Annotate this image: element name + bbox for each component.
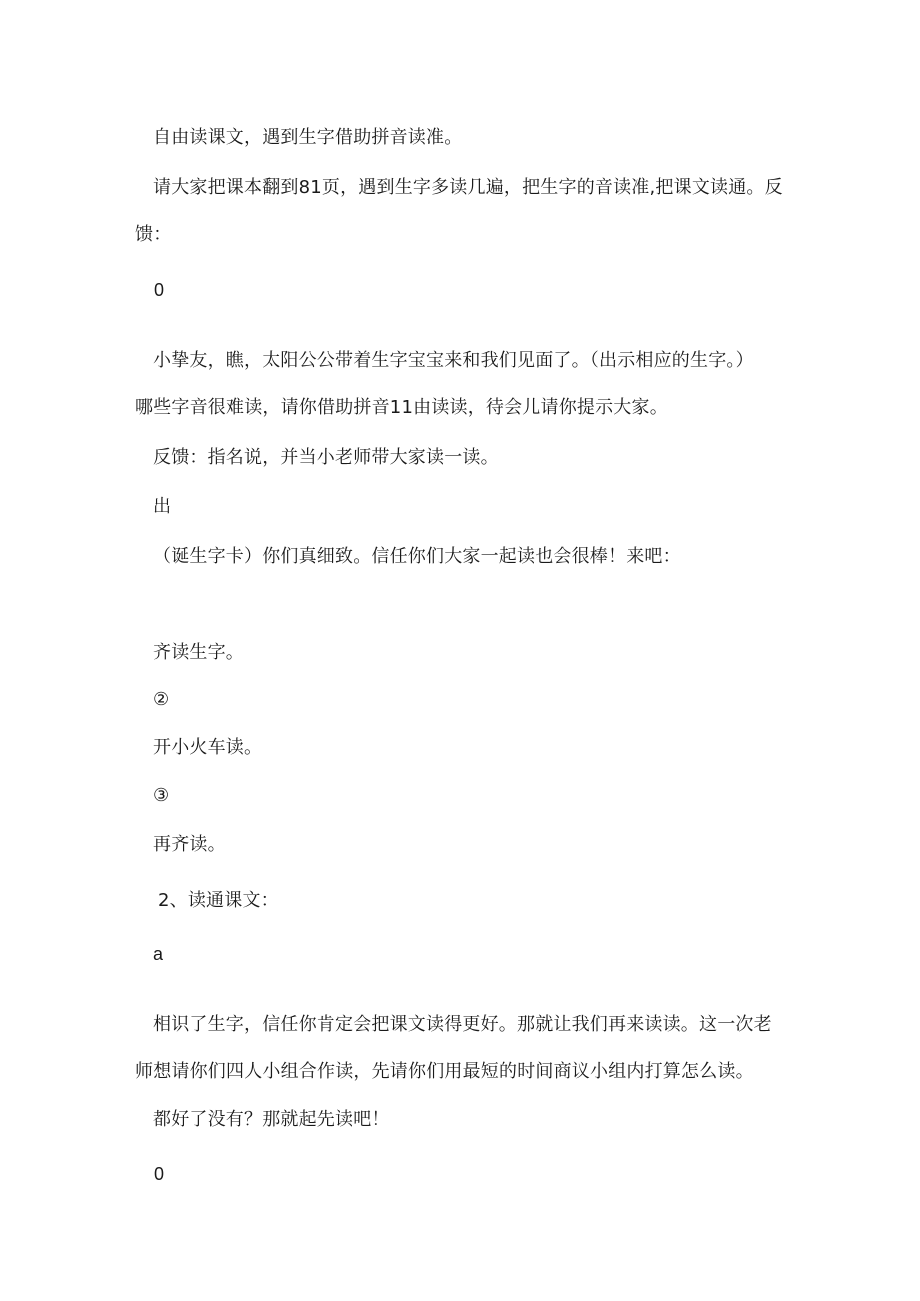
section-heading-read-text: 2、读通课文： [158, 890, 279, 911]
list-marker-2: ② [153, 689, 170, 710]
paragraph-word-cards: （诞生字卡）你们真细致。信任你们大家一起读也会很棒！来吧： [153, 546, 681, 567]
paragraph-start-reading: 都好了没有？那就起先读吧！ [153, 1109, 390, 1130]
paragraph-read-again: 再齐读。 [153, 834, 226, 855]
list-marker: 0 [154, 280, 165, 300]
paragraph-feedback-continuation: 馈： [135, 224, 172, 245]
paragraph-free-reading: 自由读课文，遇到生字借助拼音读准。 [153, 127, 463, 148]
paragraph-open-textbook: 请大家把课本翻到81页，遇到生字多读几遍，把生字的音读准,把课文读通。反 [153, 177, 783, 198]
list-marker-end: 0 [154, 1164, 165, 1184]
list-marker-3: ③ [153, 785, 170, 806]
paragraph-hard-sounds: 哪些字音很难读，请你借助拼音11由读读，待会儿请你提示大家。 [135, 397, 668, 418]
paragraph-little-friends: 小挚友，瞧，太阳公公带着生字宝宝来和我们见面了。（出示相应的生字。） [153, 350, 754, 371]
paragraph-show: 出 [153, 496, 172, 517]
paragraph-know-characters: 相识了生字，信任你肯定会把课文读得更好。那就让我们再来读读。这一次老 [153, 1014, 772, 1035]
paragraph-read-together: 齐读生字。 [153, 642, 244, 663]
paragraph-group-reading: 师想请你们四人小组合作读，先请你们用最短的时间商议小组内打算怎么读。 [135, 1061, 754, 1082]
list-marker-a: a [153, 944, 164, 964]
paragraph-train-reading: 开小火车读。 [153, 737, 263, 758]
paragraph-feedback-name: 反馈：指名说，并当小老师带大家读一读。 [153, 447, 499, 468]
